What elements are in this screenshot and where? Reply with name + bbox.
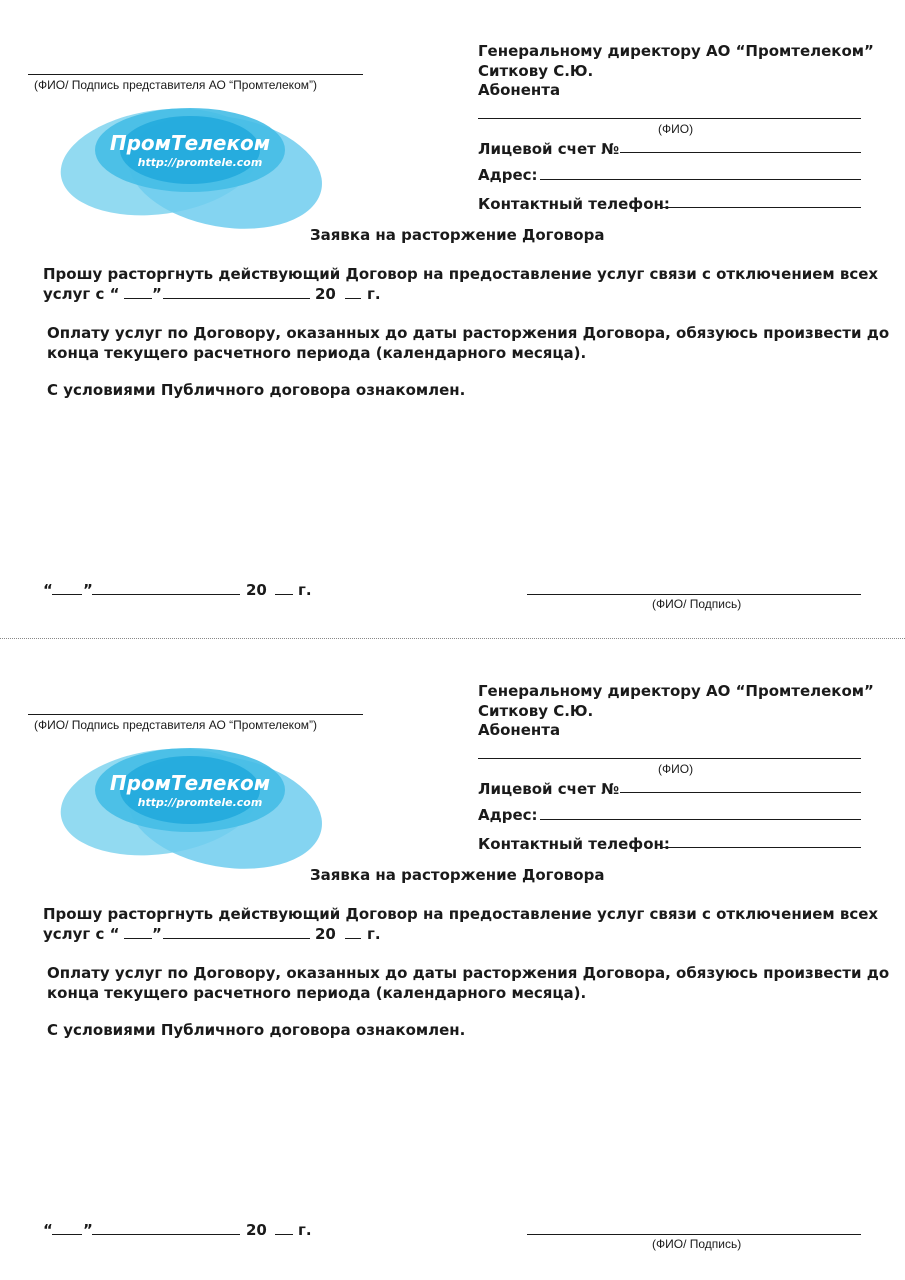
form-title: Заявка на расторжение Договора xyxy=(310,226,605,244)
date-open-quote: “ xyxy=(43,581,53,599)
director-name: Ситкову С.Ю. xyxy=(478,702,594,720)
quote-close: ” xyxy=(152,285,162,303)
quote-close: ” xyxy=(152,925,162,943)
sign-month-field[interactable] xyxy=(92,1234,240,1235)
form-title: Заявка на расторжение Договора xyxy=(310,866,605,884)
termination-month-field[interactable] xyxy=(163,938,310,939)
cut-line xyxy=(0,638,905,639)
request-line-1: Прошу расторгнуть действующий Договор на предоставление услуг связи с отключением всех xyxy=(43,265,879,283)
date-close-quote: ” xyxy=(83,1221,93,1239)
logo-brand-name: ПромТелеком xyxy=(109,131,271,155)
director-line: Генеральному директору АО “Промтелеком” xyxy=(478,682,874,700)
subscriber-signature-line[interactable] xyxy=(527,1234,861,1235)
sign-year-prefix: 20 xyxy=(246,581,267,599)
sign-day-field[interactable] xyxy=(52,1234,82,1235)
payment-line-2: конца текущего расчетного периода (календарного месяца). xyxy=(47,984,587,1002)
subscriber-signature-caption: (ФИО/ Подпись) xyxy=(652,597,742,611)
director-name: Ситкову С.Ю. xyxy=(478,62,594,80)
promtelecom-logo xyxy=(60,732,330,872)
payment-line-1: Оплату услуг по Договору, оказанных до даты расторжения Договора, обязуюсь произвести до xyxy=(47,324,890,342)
termination-year-field[interactable] xyxy=(345,938,361,939)
address-field[interactable] xyxy=(540,179,861,180)
logo-brand-name: ПромТелеком xyxy=(109,771,271,795)
promtelecom-logo xyxy=(60,92,330,232)
fio-field[interactable] xyxy=(478,118,861,119)
sign-year-field[interactable] xyxy=(275,594,293,595)
year-suffix: г. xyxy=(367,925,381,943)
termination-year-field[interactable] xyxy=(345,298,361,299)
address-label: Адрес: xyxy=(478,166,538,184)
terms-line: С условиями Публичного договора ознакомлен. xyxy=(47,381,466,399)
termination-day-field[interactable] xyxy=(124,938,152,939)
account-field[interactable] xyxy=(620,792,861,793)
phone-field[interactable] xyxy=(662,847,861,848)
year-prefix: 20 xyxy=(315,285,336,303)
phone-field[interactable] xyxy=(662,207,861,208)
phone-label: Контактный телефон: xyxy=(478,195,670,213)
sign-day-field[interactable] xyxy=(52,594,82,595)
request-line-2-prefix: услуг с “ xyxy=(43,285,120,303)
subscriber-label: Абонента xyxy=(478,721,561,739)
sign-year-field[interactable] xyxy=(275,1234,293,1235)
fio-caption: (ФИО) xyxy=(658,122,694,136)
account-field[interactable] xyxy=(620,152,861,153)
account-label: Лицевой счет № xyxy=(478,140,620,158)
request-line-1: Прошу расторгнуть действующий Договор на предоставление услуг связи с отключением всех xyxy=(43,905,879,923)
representative-signature-line[interactable] xyxy=(28,74,363,75)
subscriber-label: Абонента xyxy=(478,81,561,99)
date-close-quote: ” xyxy=(83,581,93,599)
termination-month-field[interactable] xyxy=(163,298,310,299)
payment-line-1: Оплату услуг по Договору, оказанных до даты расторжения Договора, обязуюсь произвести до xyxy=(47,964,890,982)
year-prefix: 20 xyxy=(315,925,336,943)
address-field[interactable] xyxy=(540,819,861,820)
logo-url: http://promtele.com xyxy=(137,156,263,169)
subscriber-signature-line[interactable] xyxy=(527,594,861,595)
account-label: Лицевой счет № xyxy=(478,780,620,798)
sign-month-field[interactable] xyxy=(92,594,240,595)
fio-caption: (ФИО) xyxy=(658,762,694,776)
payment-line-2: конца текущего расчетного периода (календарного месяца). xyxy=(47,344,587,362)
request-line-2-prefix: услуг с “ xyxy=(43,925,120,943)
sign-year-suffix: г. xyxy=(298,1221,312,1239)
sign-year-prefix: 20 xyxy=(246,1221,267,1239)
terms-line: С условиями Публичного договора ознакомлен. xyxy=(47,1021,466,1039)
date-open-quote: “ xyxy=(43,1221,53,1239)
representative-caption: (ФИО/ Подпись представителя АО “Промтелеком”) xyxy=(34,718,317,732)
request-line-2 xyxy=(43,284,443,304)
fio-field[interactable] xyxy=(478,758,861,759)
address-label: Адрес: xyxy=(478,806,538,824)
year-suffix: г. xyxy=(367,285,381,303)
logo-url: http://promtele.com xyxy=(137,796,263,809)
request-line-2 xyxy=(43,924,443,944)
representative-signature-line[interactable] xyxy=(28,714,363,715)
representative-caption: (ФИО/ Подпись представителя АО “Промтелеком”) xyxy=(34,78,317,92)
director-line: Генеральному директору АО “Промтелеком” xyxy=(478,42,874,60)
termination-day-field[interactable] xyxy=(124,298,152,299)
sign-year-suffix: г. xyxy=(298,581,312,599)
subscriber-signature-caption: (ФИО/ Подпись) xyxy=(652,1237,742,1251)
phone-label: Контактный телефон: xyxy=(478,835,670,853)
application-form-bottom xyxy=(0,640,905,1280)
